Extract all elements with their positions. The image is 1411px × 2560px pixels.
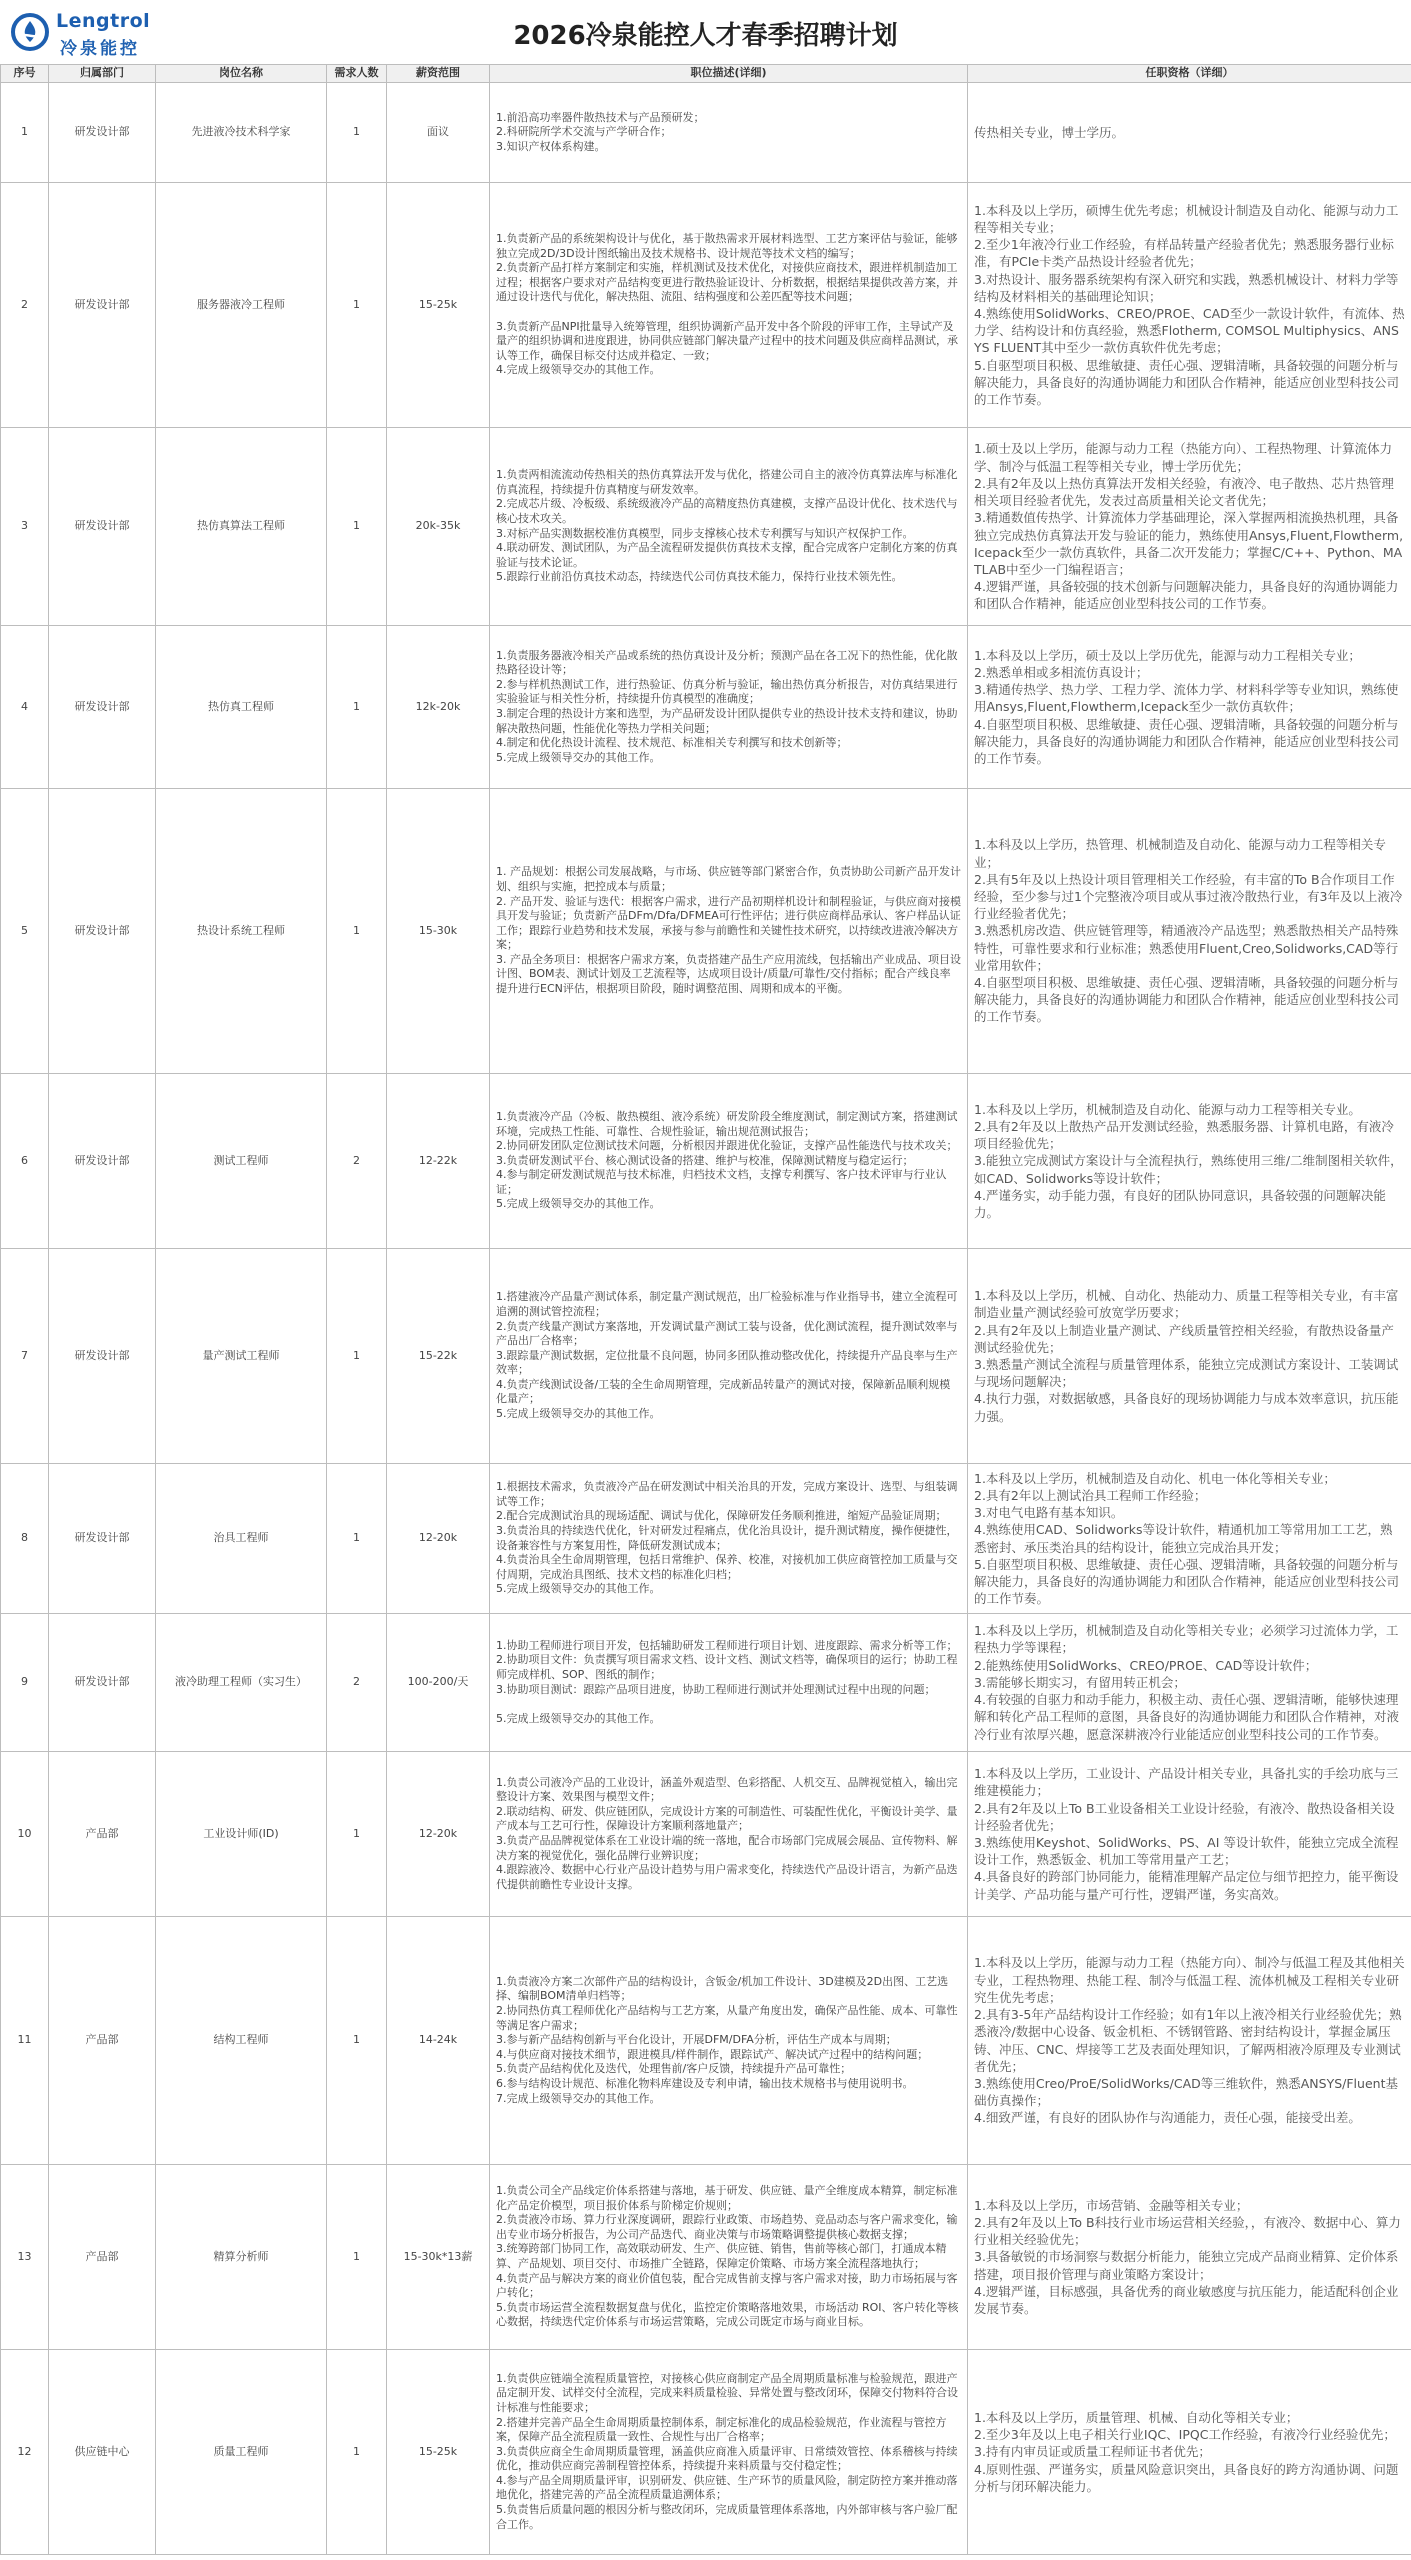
row-req: 传热相关专业，博士学历。 — [968, 83, 1411, 183]
row-req: 1.本科及以上学历，硕博生优先考虑；机械设计制造及自动化、能源与动力工程等相关专业； 2.至少1年液冷行业工作经验，有样品转量产经验者优先；熟悉服务器行业标准，有PCIe卡类产品热设计经验者优先； 3.对热设计、服务器系统架构有深入研究和实践，熟悉机械设计、材料力学等结构及材料相关的基础理论知识； 4.熟练使用SolidWorks、CREO/PROE、CAD至少一款设计软件，有流体、热力学、结构设计和仿真经验，熟悉Flotherm, COMSOL Multiphysics、ANSYS FLUENT其中至少一款仿真软件优先考虑； 5.自驱型项目积极、思维敏捷、责任心强、逻辑清晰，具备较强的问题分析与解决能力，具备良好的沟通协调能力和团队合作精神，能适应创业型科技公司的工作节奏。 — [968, 183, 1411, 428]
table-row — [1, 183, 1411, 428]
row-req: 1.本科及以上学历，机械制造及自动化等相关专业；必须学习过流体力学，工程热力学等课程； 2.能熟练使用SolidWorks、CREO/PROE、CAD等设计软件； 3.需能够长期实习，有留用转正机会； 4.有较强的自驱力和动手能力，积极主动、责任心强、逻辑清晰，能够快速理解和转化产品工程师的意图，具备良好的沟通协调能力和团队合作精神，对液冷行业有浓厚兴趣，愿意深耕液冷行业能适应创业型科技公司的工作节奏。 — [968, 1614, 1411, 1752]
row-salary: 15-30k — [387, 789, 490, 1074]
row-count: 2 — [327, 1074, 387, 1249]
row-title: 治具工程师 — [156, 1464, 327, 1614]
row-no: 11 — [1, 1917, 49, 2165]
row-no: 2 — [1, 183, 49, 428]
row-title: 先进液冷技术科学家 — [156, 83, 327, 183]
row-salary: 12-20k — [387, 1464, 490, 1614]
row-title: 服务器液冷工程师 — [156, 183, 327, 428]
table-row — [1, 1074, 1411, 1249]
row-salary: 14-24k — [387, 1917, 490, 2165]
table-row — [1, 1917, 1411, 2165]
row-title: 量产测试工程师 — [156, 1249, 327, 1464]
row-no: 4 — [1, 626, 49, 789]
row-no: 3 — [1, 428, 49, 626]
table-row — [1, 2165, 1411, 2350]
row-dept: 研发设计部 — [49, 1614, 156, 1752]
column-header-desc: 职位描述(详细) — [490, 65, 968, 83]
row-no: 1 — [1, 83, 49, 183]
row-salary: 12-20k — [387, 1752, 490, 1917]
row-dept: 供应链中心 — [49, 2350, 156, 2555]
page-header — [0, 0, 1411, 65]
row-count: 1 — [327, 1249, 387, 1464]
row-dept: 研发设计部 — [49, 1464, 156, 1614]
table-row — [1, 626, 1411, 789]
row-no: 5 — [1, 789, 49, 1074]
table-row — [1, 1752, 1411, 1917]
row-count: 2 — [327, 1614, 387, 1752]
row-dept: 研发设计部 — [49, 1249, 156, 1464]
row-req: 1.硕士及以上学历，能源与动力工程（热能方向）、工程热物理、计算流体力学、制冷与低温工程等相关专业，博士学历优先； 2.具有2年及以上热仿真算法开发相关经验，有液冷、电子散热、芯片热管理相关项目经验者优先，发表过高质量相关论文者优先； 3.精通数值传热学、计算流体力学基础理论，深入掌握两相流换热机理，具备独立完成热仿真算法开发与验证的能力，熟练使用Ansys,Fluent,Flowtherm,Icepack至少一款仿真软件，具备二次开发能力；掌握C/C++、Python、MATLAB中至少一门编程语言； 4.逻辑严谨，具备较强的技术创新与问题解决能力，具备良好的沟通协调能力和团队合作精神，能适应创业型科技公司的工作节奏。 — [968, 428, 1411, 626]
table-row — [1, 83, 1411, 183]
logo-text-cn: 冷泉能控 — [60, 39, 140, 59]
row-desc: 1.前沿高功率器件散热技术与产品预研发； 2.科研院所学术交流与产学研合作； 3.知识产权体系构建。 — [490, 83, 968, 183]
row-dept: 产品部 — [49, 1917, 156, 2165]
row-desc: 1.根据技术需求，负责液冷产品在研发测试中相关治具的开发，完成方案设计、选型、与组装调试等工作； 2.配合完成测试治具的现场适配、调试与优化，保障研发任务顺利推进，缩短产品验证周期； 3.负责治具的持续迭代优化，针对研发过程痛点，优化治具设计，提升测试精度，操作便捷性，设备兼容性与方案复用性，降低研发测试成本； 4.负责治具全生命周期管理，包括日常维护、保养、校准，对接机加工供应商管控加工质量与交付周期，完成治具图纸、技术文档的标准化归档； 5.完成上级领导交办的其他工作。 — [490, 1464, 968, 1614]
row-dept: 研发设计部 — [49, 1074, 156, 1249]
row-req: 1.本科及以上学历，能源与动力工程（热能方向）、制冷与低温工程及其他相关专业，工程热物理、热能工程、制冷与低温工程、流体机械及工程相关专业研究生优先考虑； 2.具有3-5年产品结构设计工作经验；如有1年以上液冷相关行业经验优先；熟悉液冷/数据中心设备、钣金机柜、不锈钢管路、密封结构设计，掌握金属压铸、冲压、CNC、焊接等工艺及表面处理知识，了解两相液冷原理及专业测试者优先； 3.熟练使用Creo/ProE/SolidWorks/CAD等三维软件，熟悉ANSYS/Fluent基础仿真操作； 4.细致严谨，有良好的团队协作与沟通能力，责任心强，能接受出差。 — [968, 1917, 1411, 2165]
table-row — [1, 1614, 1411, 1752]
table-header-row — [1, 65, 1411, 83]
row-count: 1 — [327, 1752, 387, 1917]
column-header-title: 岗位名称 — [156, 65, 327, 83]
row-salary: 12-22k — [387, 1074, 490, 1249]
row-desc: 1.搭建液冷产品量产测试体系，制定量产测试规范，出厂检验标准与作业指导书，建立全流程可追溯的测试管控流程； 2.负责产线量产测试方案落地，开发调试量产测试工装与设备，优化测试流程，提升测试效率与产品出厂合格率； 3.跟踪量产测试数据，定位批量不良问题，协同多团队推动整改优化，持续提升产品良率与生产效率； 4.负责产线测试设备/工装的全生命周期管理，完成新品转量产的测试对接，保障新品顺利规模化量产； 5.完成上级领导交办的其他工作。 — [490, 1249, 968, 1464]
table-row — [1, 789, 1411, 1074]
row-title: 质量工程师 — [156, 2350, 327, 2555]
row-dept: 研发设计部 — [49, 83, 156, 183]
row-count: 1 — [327, 2165, 387, 2350]
row-count: 1 — [327, 83, 387, 183]
row-no: 10 — [1, 1752, 49, 1917]
row-count: 1 — [327, 183, 387, 428]
row-desc: 1.负责公司液冷产品的工业设计，涵盖外观造型、色彩搭配、人机交互、品牌视觉植入，输出完整设计方案、效果图与模型文件； 2.联动结构、研发、供应链团队，完成设计方案的可制造性、可装配性优化，平衡设计美学、量产成本与工艺可行性，保障设计方案顺利落地量产； 3.负责产品品牌视觉体系在工业设计端的统一落地，配合市场部门完成展会展品、宣传物料、解决方案的视觉优化，强化品牌行业辨识度； 4.跟踪液冷、数据中心行业产品设计趋势与用户需求变化，持续迭代产品设计语言，为新产品迭代提供前瞻性专业设计支撑。 — [490, 1752, 968, 1917]
row-salary: 15-25k — [387, 2350, 490, 2555]
row-title: 结构工程师 — [156, 1917, 327, 2165]
row-req: 1.本科及以上学历，机械、自动化、热能动力、质量工程等相关专业，有丰富制造业量产测试经验可放宽学历要求； 2.具有2年及以上制造业量产测试、产线质量管控相关经验，有散热设备量产测试经验优先； 3.熟悉量产测试全流程与质量管理体系，能独立完成测试方案设计、工装调试与现场问题解决； 4.执行力强，对数据敏感，具备良好的现场协调能力与成本效率意识，抗压能力强。 — [968, 1249, 1411, 1464]
row-dept: 产品部 — [49, 2165, 156, 2350]
row-title: 热仿真算法工程师 — [156, 428, 327, 626]
row-count: 1 — [327, 2350, 387, 2555]
row-no: 6 — [1, 1074, 49, 1249]
row-count: 1 — [327, 1464, 387, 1614]
row-salary: 12k-20k — [387, 626, 490, 789]
row-dept: 研发设计部 — [49, 428, 156, 626]
table-row — [1, 2350, 1411, 2555]
row-count: 1 — [327, 626, 387, 789]
row-title: 工业设计师(ID) — [156, 1752, 327, 1917]
row-no: 9 — [1, 1614, 49, 1752]
row-salary: 15-30k*13薪 — [387, 2165, 490, 2350]
row-req: 1.本科及以上学历，工业设计、产品设计相关专业，具备扎实的手绘功底与三维建模能力； 2.具有2年及以上To B工业设备相关工业设计经验，有液冷、散热设备相关设计经验者优先； 3.熟练使用Keyshot、SolidWorks、PS、AI 等设计软件，能独立完成全流程设计工作，熟悉钣金、机加工等常用量产工艺； 4.具备良好的跨部门协同能力，能精准理解产品定位与细节把控力，能平衡设计美学、产品功能与量产可行性，逻辑严谨，务实高效。 — [968, 1752, 1411, 1917]
table-row — [1, 1249, 1411, 1464]
row-dept: 研发设计部 — [49, 183, 156, 428]
row-title: 热仿真工程师 — [156, 626, 327, 789]
column-header-count: 需求人数 — [327, 65, 387, 83]
row-no: 12 — [1, 2350, 49, 2555]
row-count: 1 — [327, 1917, 387, 2165]
table-row — [1, 1464, 1411, 1614]
row-salary: 20k-35k — [387, 428, 490, 626]
row-title: 精算分析师 — [156, 2165, 327, 2350]
row-no: 13 — [1, 2165, 49, 2350]
row-req: 1.本科及以上学历，机械制造及自动化、机电一体化等相关专业； 2.具有2年以上测试治具工程师工作经验； 3.对电气电路有基本知识。 4.熟练使用CAD、Solidworks等设计软件，精通机加工等常用加工工艺，熟悉密封、承压类治具的结构设计，能独立完成治具开发； 5.自驱型项目积极、思维敏捷、责任心强、逻辑清晰，具备较强的问题分析与解决能力，具备良好的沟通协调能力和团队合作精神，能适应创业型科技公司的工作节奏。 — [968, 1464, 1411, 1614]
row-count: 1 — [327, 789, 387, 1074]
row-title: 热设计系统工程师 — [156, 789, 327, 1074]
row-salary: 100-200/天 — [387, 1614, 490, 1752]
row-desc: 1.负责服务器液冷相关产品或系统的热仿真设计及分析；预测产品在各工况下的热性能，优化散热路径设计等； 2.参与样机热测试工作，进行热验证、仿真分析与验证，输出热仿真分析报告，对仿真结果进行实验验证与相关性分析，持续提升仿真模型的准确度； 3.制定合理的热设计方案和选型，为产品研发设计团队提供专业的热设计技术支持和建议，协助解决散热问题，性能优化等热力学相关问题； 4.制定和优化热设计流程、技术规范、标准相关专利撰写和技术创新等； 5.完成上级领导交办的其他工作。 — [490, 626, 968, 789]
row-count: 1 — [327, 428, 387, 626]
row-desc: 1.协助工程师进行项目开发，包括辅助研发工程师进行项目计划、进度跟踪、需求分析等工作； 2.协助项目文件：负责撰写项目需求文档、设计文档、测试文档等，确保项目的运行；协助工程师完成样机、SOP、图纸的制作； 3.协助项目测试：跟踪产品项目进度，协助工程师进行测试并处理测试过程中出现的问题； 5.完成上级领导交办的其他工作。 — [490, 1614, 968, 1752]
row-no: 8 — [1, 1464, 49, 1614]
row-salary: 面议 — [387, 83, 490, 183]
column-header-req: 任职资格（详细） — [968, 65, 1411, 83]
row-desc: 1.负责液冷方案二次部件产品的结构设计，含钣金/机加工件设计、3D建模及2D出图、工艺选择、编制BOM清单归档等； 2.协同热仿真工程师优化产品结构与工艺方案，从量产角度出发，确保产品性能、成本、可靠性等满足客户需求； 3.参与新产品结构创新与平台化设计，开展DFM/DFA分析，评估生产成本与周期； 4.与供应商对接技术细节，跟进模具/样件制作，跟踪试产、解决试产过程中的结构问题； 5.负责产品结构优化及迭代，处理售前/客户反馈，持续提升产品可靠性； 6.参与结构设计规范、标准化物料库建设及专利申请，输出技术规格书与使用说明书。 7.完成上级领导交办的其他工作。 — [490, 1917, 968, 2165]
row-title: 测试工程师 — [156, 1074, 327, 1249]
row-dept: 研发设计部 — [49, 626, 156, 789]
row-dept: 产品部 — [49, 1752, 156, 1917]
row-desc: 1.负责两相流流动传热相关的热仿真算法开发与优化，搭建公司自主的液冷仿真算法库与标准化仿真流程，持续提升仿真精度与研发效率。 2.完成芯片级、冷板级、系统级液冷产品的高精度热仿真建模，支撑产品设计优化、技术迭代与核心技术攻关。 3.对标产品实测数据校准仿真模型，同步支撑核心技术专利撰写与知识产权保护工作。 4.联动研发、测试团队，为产品全流程研发提供仿真技术支撑，配合完成客户定制化方案的仿真验证与技术论证。 5.跟踪行业前沿仿真技术动态，持续迭代公司仿真技术能力，保持行业技术领先性。 — [490, 428, 968, 626]
row-salary: 15-25k — [387, 183, 490, 428]
table-row — [1, 428, 1411, 626]
row-dept: 研发设计部 — [49, 789, 156, 1074]
column-header-no: 序号 — [1, 65, 49, 83]
row-req: 1.本科及以上学历，市场营销、金融等相关专业； 2.具有2年及以上To B科技行业市场运营相关经验，，有液冷、数据中心、算力行业相关经验优先； 3.具备敏锐的市场洞察与数据分析能力，能独立完成产品商业精算、定价体系搭建，项目报价管理与商业策略方案设计； 4.逻辑严谨，目标感强，具备优秀的商业敏感度与抗压能力，能适配科创企业发展节奏。 — [968, 2165, 1411, 2350]
row-req: 1.本科及以上学历，机械制造及自动化、能源与动力工程等相关专业。 2.具有2年及以上散热产品开发测试经验，熟悉服务器、计算机电路，有液冷项目经验优先； 3.能独立完成测试方案设计与全流程执行，熟练使用三维/二维制图相关软件，如CAD、Solidworks等设计软件； 4.严谨务实，动手能力强，有良好的团队协同意识，具备较强的问题解决能力。 — [968, 1074, 1411, 1249]
row-title: 液冷助理工程师（实习生） — [156, 1614, 327, 1752]
row-desc: 1.负责供应链端全流程质量管控，对接核心供应商制定产品全周期质量标准与检验规范，跟进产品定制开发、试样交付全流程，完成来料质量检验、异常处置与整改闭环，保障交付物料符合设计标准与性能要求； 2.搭建并完善产品全生命周期质量控制体系，制定标准化的成品检验规范，作业流程与管控方案，保障产品全流程质量一致性、合规性与出厂合格率； 3.负责供应商全生命周期质量管理，涵盖供应商准入质量评审、日常绩效管控、体系稽核与持续优化，推动供应商完善制程管控体系，持续提升来料质量与交付稳定性； 4.参与产品全周期质量评审，识别研发、供应链、生产环节的质量风险，制定防控方案并推动落地优化，搭建完善的产品全流程质量追溯体系； 5.负责售后质量问题的根因分析与整改闭环，完成质量管理体系落地，内外部审核与客户验厂配合工作。 — [490, 2350, 968, 2555]
column-header-salary: 薪资范围 — [387, 65, 490, 83]
logo-text-en: Lengtrol — [56, 10, 151, 32]
row-desc: 1. 产品规划：根据公司发展战略，与市场、供应链等部门紧密合作，负责协助公司新产品开发计划、组织与实施，把控成本与质量； 2. 产品开发、验证与迭代：根据客户需求，进行产品初期样机设计和制程验证，与供应商对接模具开发与验证；负责新产品DFm/Dfa/DFMEA可行性评估；进行供应商样品承认、客户样品认证工作；跟踪行业趋势和技术发展，承接与参与前瞻性和关键性技术研究，以持续改进液冷解决方案； 3. 产品全务项目：根据客户需求方案，负责搭建产品生产应用流线，包括输出产业成品、项目设计图、BOM表、测试计划及工艺流程等，达成项目设计/质量/可靠性/交付指标；配合产线良率提升进行ECN评估，根据项目阶段，随时调整范围、周期和成本的平衡。 — [490, 789, 968, 1074]
row-req: 1.本科及以上学历，质量管理、机械、自动化等相关专业； 2.至少3年及以上电子相关行业IQC、IPQC工作经验，有液冷行业经验优先； 3.持有内审员证或质量工程师证书者优先； 4.原则性强、严谨务实，质量风险意识突出，具备良好的跨方沟通协调、问题分析与闭环解决能力。 — [968, 2350, 1411, 2555]
row-desc: 1.负责公司全产品线定价体系搭建与落地，基于研发、供应链、量产全维度成本精算，制定标准化产品定价模型，项目报价体系与阶梯定价规则； 2.负责液冷市场、算力行业深度调研，跟踪行业政策、市场趋势、竞品动态与客户需求变化，输出专业市场分析报告，为公司产品迭代、商业决策与市场策略调整提供核心数据支撑； 3.统筹跨部门协同工作，高效联动研发、生产、供应链、销售，售前等核心部门，打通成本精算、产品规划、项目交付、市场推广全链路，保障定价策略、市场方案全流程落地执行； 4.负责产品与解决方案的商业价值包装，配合完成售前支撑与客户需求对接，助力市场拓展与客户转化； 5.负责市场运营全流程数据复盘与优化，监控定价策略落地效果，市场活动 ROI、客户转化等核心数据，持续迭代定价体系与市场运营策略，完成公司既定市场与商业目标。 — [490, 2165, 968, 2350]
row-req: 1.本科及以上学历，热管理、机械制造及自动化、能源与动力工程等相关专业； 2.具有5年及以上热设计项目管理相关工作经验，有丰富的To B合作项目工作经验，至少参与过1个完整液冷项目或从事过液冷散热行业，有3年及以上液冷行业经验者优先； 3.熟悉机房改造、供应链管理等，精通液冷产品选型；熟悉散热相关产品特殊特性，可靠性要求和行业标准；熟悉使用Fluent,Creo,Solidworks,CAD等行业常用软件； 4.自驱型项目积极、思维敏捷、责任心强、逻辑清晰，具备较强的问题分析与解决能力，具备良好的沟通协调能力和团队合作精神，能适应创业型科技公司的工作节奏。 — [968, 789, 1411, 1074]
row-salary: 15-22k — [387, 1249, 490, 1464]
row-desc: 1.负责新产品的系统架构设计与优化，基于散热需求开展材料选型、工艺方案评估与验证，能够独立完成2D/3D设计图纸输出及技术规格书、设计规范等技术文档的编写； 2.负责新产品打样方案制定和实施，样机测试及技术优化，对接供应商技术，跟进样机制造加工过程；根据客户要求对产品结构变更进行散热验证设计、分析数据，根据结果提供改善方案，并通过设计迭代与优化，解决热阻、流阻、结构强度和公差匹配等技术问题； 3.负责新产品NPI批量导入统筹管理，组织协调新产品开发中各个阶段的评审工作，主导试产及量产的组织协调和进度跟进，协同供应链部门解决量产过程中的技术问题及供应商样品测试，承认等工作，确保目标交付达成并稳定、一致； 4.完成上级领导交办的其他工作。 — [490, 183, 968, 428]
row-desc: 1.负责液冷产品（冷板、散热模组、液冷系统）研发阶段全维度测试，制定测试方案，搭建测试环境，完成热工性能、可靠性、合规性验证，输出规范测试报告； 2.协同研发团队定位测试技术问题，分析根因并跟进优化验证，支撑产品性能迭代与技术攻关； 3.负责研发测试平台、核心测试设备的搭建、维护与校准，保障测试精度与稳定运行； 4.参与制定研发测试规范与技术标准，归档技术文档，支撑专利撰写、客户技术评审与行业认证； 5.完成上级领导交办的其他工作。 — [490, 1074, 968, 1249]
page-title: 2026冷泉能控人才春季招聘计划 — [513, 21, 898, 51]
row-req: 1.本科及以上学历，硕士及以上学历优先，能源与动力工程相关专业； 2.熟悉单相或多相流仿真设计； 3.精通传热学、热力学、工程力学、流体力学、材料科学等专业知识，熟练使用Ansys,Fluent,Flowtherm,Icepack至少一款仿真软件； 4.自驱型项目积极、思维敏捷、责任心强、逻辑清晰，具备较强的问题分析与解决能力，具备良好的沟通协调能力和团队合作精神，能适应创业型科技公司的工作节奏。 — [968, 626, 1411, 789]
column-header-dept: 归属部门 — [49, 65, 156, 83]
recruitment-table — [0, 64, 1411, 2555]
row-no: 7 — [1, 1249, 49, 1464]
